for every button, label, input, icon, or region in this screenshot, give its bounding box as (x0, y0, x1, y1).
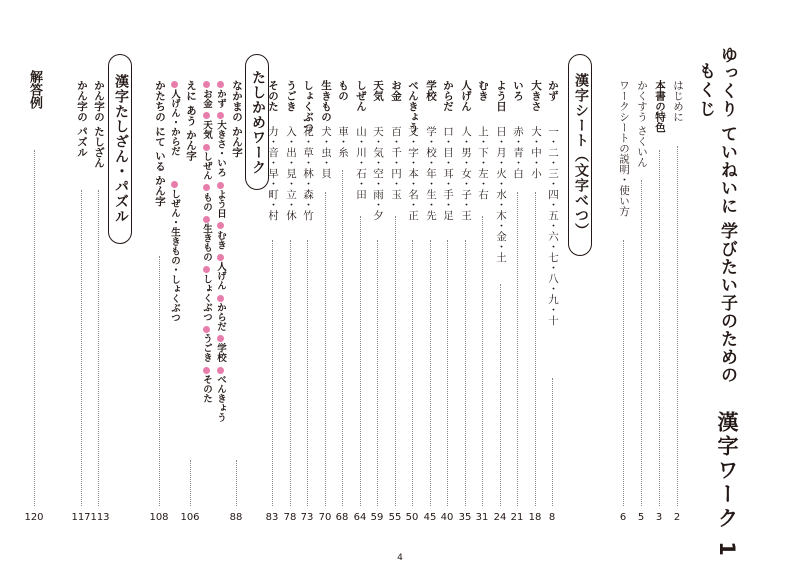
entry-kanji: 人・男・女・子・王 (460, 126, 472, 221)
bullet-dot (217, 81, 224, 88)
entry-kanji: 一・二・三・四・五・六・七・八・九・十 (547, 126, 559, 326)
page-number: 6 (619, 512, 627, 523)
bullet-dot (203, 144, 210, 151)
bullet-item: 天気 (201, 120, 212, 140)
entry-kanji: 文・字・本・名・正 (407, 126, 419, 221)
sheet-entry (351, 80, 369, 520)
page-number: 35 (458, 512, 472, 523)
entry-label: いろ (512, 80, 524, 101)
entry-label: 生きもの (320, 80, 332, 122)
page-number: 68 (335, 512, 349, 523)
leader-dots (641, 180, 642, 506)
leader-dots (482, 216, 483, 506)
answers-entry (24, 70, 44, 520)
leader-dots (236, 460, 237, 506)
entry-kanji: 花・草・林・森・竹 (302, 126, 314, 221)
intro-entry (632, 80, 650, 520)
bullet-dot (217, 222, 224, 229)
entry-label: かん字の たしざん (93, 80, 105, 168)
book-title-prefix: ゆっくり ていねいに 学びたい子のための (717, 46, 737, 384)
leader-dots (307, 240, 308, 506)
entry-kanji: 百・千・円・玉 (390, 126, 402, 200)
entry-kanji: 大・中・小 (530, 126, 542, 179)
entry-kanji: 犬・虫・貝 (320, 126, 332, 179)
bullet-item: しょくぶつ (201, 274, 212, 322)
bullet-item: しぜん (201, 151, 212, 181)
bullet-item: うごき (201, 333, 212, 363)
sheet-entry (421, 80, 439, 520)
bullet-item: 人げん (215, 261, 226, 291)
leader-dots (342, 170, 343, 506)
entry-label: もの (337, 80, 349, 101)
bullet-item: かず (215, 89, 226, 108)
page-number: 83 (265, 512, 279, 523)
leader-dots (272, 240, 273, 506)
entry-label: からだ (442, 80, 454, 112)
page-number: 113 (90, 512, 110, 523)
sheet-entry (526, 80, 544, 520)
page-number: 73 (300, 512, 314, 523)
bullet-item: からだ (215, 302, 226, 332)
bullet-dot (203, 112, 210, 119)
leader-dots (360, 216, 361, 506)
entry-kanji: 車・糸 (337, 126, 349, 158)
entry-label: はじめに (672, 80, 684, 122)
entry-label: うごき (285, 80, 297, 112)
leader-dots (535, 192, 536, 506)
bullet-dot (203, 81, 210, 88)
page-number: 120 (24, 512, 44, 523)
leader-dots (290, 240, 291, 506)
check-entry (227, 80, 245, 520)
sheet-entry (368, 80, 386, 520)
bullet-dot (203, 326, 210, 333)
bullet-item: 人げん・からだ (169, 89, 180, 156)
page-number: 64 (353, 512, 367, 523)
page-number: 5 (637, 512, 645, 523)
bullet-dot (171, 81, 178, 88)
entry-kanji: 力・音・早・町・村 (267, 126, 279, 221)
entry-label: そのた (267, 80, 279, 112)
entry-label: 人げん (460, 80, 472, 112)
sheet-entry (298, 80, 316, 520)
bullet-dot (217, 295, 224, 302)
page-number: 8 (548, 512, 556, 523)
bullet-item: 生きもの (201, 223, 212, 262)
entry-label: えに あう かん字 (185, 80, 197, 161)
page-number: 59 (370, 512, 384, 523)
leader-dots (34, 150, 35, 506)
sheet-entry (386, 80, 404, 520)
entry-kanji: 赤・青・白 (512, 126, 524, 179)
entry-label: かず (547, 80, 559, 101)
leader-dots (81, 190, 82, 506)
entry-kanji: 日・月・火・水・木・金・土 (495, 126, 507, 263)
page-number: 45 (423, 512, 437, 523)
leader-dots (465, 240, 466, 506)
sheet-entry (281, 80, 299, 520)
page-number: 106 (180, 512, 200, 523)
leader-dots (430, 240, 431, 506)
puzzle-entry (89, 80, 107, 520)
sheet-entry (508, 80, 526, 520)
entry-kanji: 口・目・耳・手・足 (442, 126, 454, 221)
bullet-dot (217, 367, 224, 374)
entry-label: 解答例 (27, 70, 42, 109)
entry-label: お金 (390, 80, 402, 101)
bullet-item: むき (215, 230, 226, 250)
section-puzzle: 漢字たしざん・パズル (108, 54, 132, 244)
entry-label: かん字の パズル (76, 80, 88, 158)
leader-dots (623, 240, 624, 506)
leader-dots (377, 240, 378, 506)
bullet-column (214, 80, 226, 422)
entry-label: しぜん (355, 80, 367, 112)
page-number: 108 (149, 512, 169, 523)
entry-label: かくすう さくいん (636, 80, 648, 168)
bullet-column (168, 80, 180, 322)
bullet-dot (203, 266, 210, 273)
sheet-entry (438, 80, 456, 520)
leader-dots (325, 192, 326, 506)
entry-label: 大きさ (530, 80, 542, 112)
intro-entry (668, 80, 686, 520)
entry-label: かたちの にて いる かん字 (154, 80, 166, 207)
sheet-entry (543, 80, 561, 520)
bullet-dot (217, 182, 224, 189)
page-number: 40 (440, 512, 454, 523)
page-number: 24 (493, 512, 507, 523)
bullet-item: しぜん・生きもの・しょくぶつ (169, 189, 180, 323)
leader-dots (447, 240, 448, 506)
check-entry (181, 80, 199, 520)
bullet-dot (203, 184, 210, 191)
bullet-dot (203, 367, 210, 374)
entry-label: むき (477, 80, 489, 101)
page-number: 31 (475, 512, 489, 523)
entry-label: 本書の特色 (654, 80, 666, 133)
bullet-item: よう日 (215, 189, 226, 219)
entry-label: なかまの かん字 (231, 80, 243, 158)
section-kanji-sheet: 漢字シート（文字べつ） (568, 54, 592, 256)
leader-dots (190, 460, 191, 506)
page-number: 3 (655, 512, 663, 523)
leader-dots (412, 240, 413, 506)
bullet-item: もの (201, 192, 212, 212)
sheet-entry (456, 80, 474, 520)
entry-kanji: 天・気・空・雨・夕 (372, 126, 384, 221)
leader-dots (552, 378, 553, 506)
entry-label: しょくぶつ (302, 80, 314, 133)
page-number: 78 (283, 512, 297, 523)
leader-dots (159, 256, 160, 506)
bullet-dot (217, 112, 224, 119)
page-number: 18 (528, 512, 542, 523)
bullet-dot (217, 335, 224, 342)
book-title-main: 漢字ワーク 1 (715, 410, 739, 559)
bullet-dot (217, 254, 224, 261)
bullet-column (200, 80, 212, 403)
leader-dots (517, 192, 518, 506)
bullet-dot (203, 216, 210, 223)
entry-kanji: 上・下・左・右 (477, 126, 489, 200)
puzzle-entry (72, 80, 90, 520)
page-number: 50 (405, 512, 419, 523)
sheet-entry (403, 80, 421, 520)
bullet-dot (171, 181, 178, 188)
entry-label: よう日 (495, 80, 507, 112)
bullet-item: べんきょう (215, 374, 226, 423)
footer-page-number: 4 (397, 553, 403, 563)
entry-kanji: 入・出・見・立・休 (285, 126, 297, 221)
bullet-item: そのた (201, 374, 212, 404)
sheet-entry (491, 80, 509, 520)
sheet-entry (316, 80, 334, 520)
sheet-entry (333, 80, 351, 520)
entry-label: 天気 (372, 80, 384, 101)
page-number: 2 (673, 512, 681, 523)
mokuji-heading: もくじ (695, 62, 715, 119)
intro-entry (650, 80, 668, 520)
bullet-item: 大きさ・いろ (215, 120, 226, 178)
bullet-item: 学校 (215, 343, 226, 363)
page-number: 117 (71, 512, 91, 523)
page-number: 88 (229, 512, 243, 523)
book-title (712, 46, 742, 559)
entry-label: べんきょう (407, 80, 419, 133)
entry-label: ワークシートの説明・使い方 (618, 80, 630, 217)
leader-dots (500, 284, 501, 506)
intro-entry (614, 80, 632, 520)
page-number: 70 (318, 512, 332, 523)
page-number: 21 (510, 512, 524, 523)
leader-dots (677, 146, 678, 506)
leader-dots (659, 150, 660, 506)
entry-label: 学校 (425, 80, 437, 101)
leader-dots (98, 190, 99, 506)
section-check-work: たしかめワーク (245, 54, 269, 190)
leader-dots (395, 216, 396, 506)
entry-kanji: 山・川・石・田 (355, 126, 367, 200)
sheet-entry (473, 80, 491, 520)
bullet-item: お金 (201, 89, 212, 108)
page-number: 55 (388, 512, 402, 523)
entry-kanji: 学・校・年・生・先 (425, 126, 437, 221)
check-entry (150, 80, 168, 520)
